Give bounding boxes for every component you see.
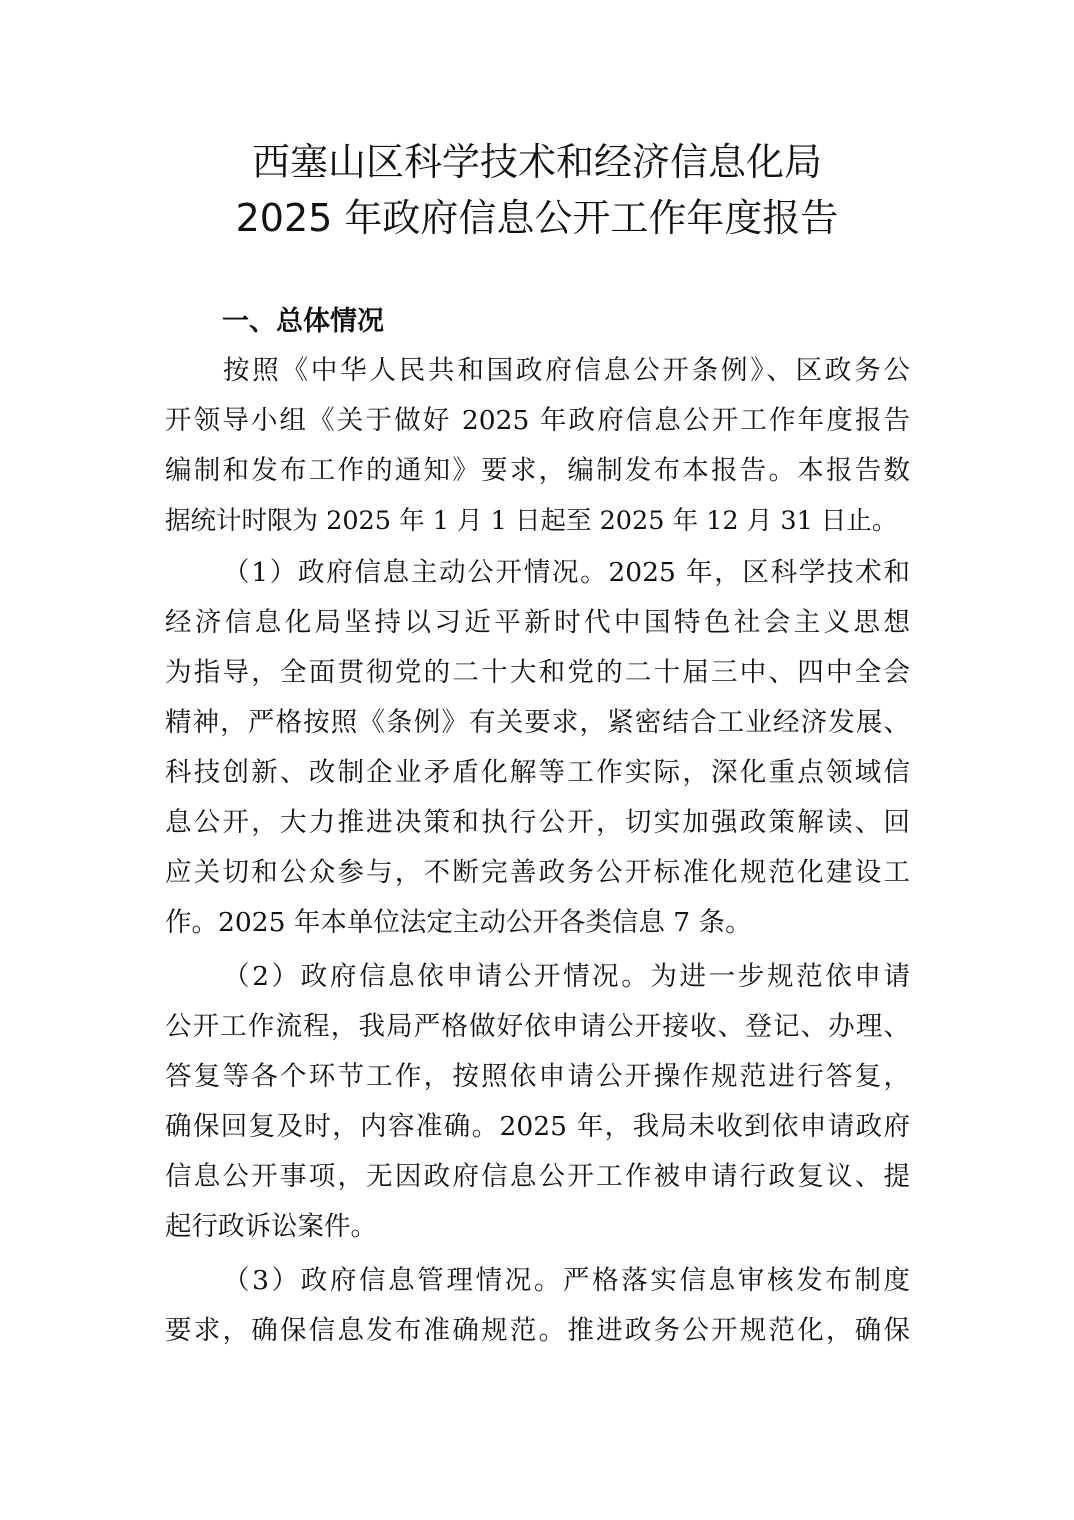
title-line-1: 西塞山区科学技术和经济信息化局 <box>251 140 822 184</box>
text-line: 为指导，全面贯彻党的二十大和党的二十届三中、四中全会 <box>165 657 910 688</box>
text-line: 公开工作流程，我局严格做好依申请公开接收、登记、办理、 <box>165 1011 910 1042</box>
paragraph-overview <box>165 346 910 546</box>
text-line: 精神，严格按照《条例》有关要求，紧密结合工业经济发展、 <box>165 707 910 738</box>
text-line: 答复等各个环节工作，按照依申请公开操作规范进行答复， <box>165 1061 910 1092</box>
text-line: 起行政诉讼案件。 <box>165 1211 377 1242</box>
text-line: 据统计时限为 2025 年 1 月 1 日起至 2025 年 12 月 31 日止。 <box>165 506 898 536</box>
text-line: 确保回复及时，内容准确。2025 年，我局未收到依申请政府 <box>165 1111 910 1142</box>
text-line: 应关切和公众参与，不断完善政务公开标准化规范化建设工 <box>165 857 910 888</box>
paragraph-active-disclosure <box>165 548 910 948</box>
text-line: 开领导小组《关于做好 2025 年政府信息公开工作年度报告 <box>165 405 910 436</box>
text-line: （2）政府信息依申请公开情况。为进一步规范依申请 <box>223 961 910 992</box>
paragraph-info-management <box>165 1256 910 1356</box>
text-line: 科技创新、改制企业矛盾化解等工作实际，深化重点领域信 <box>165 757 910 788</box>
text-line: 作。2025 年本单位法定主动公开各类信息 7 条。 <box>165 907 752 938</box>
text-line: （3）政府信息管理情况。严格落实信息审核发布制度 <box>223 1265 910 1296</box>
text-line: （1）政府信息主动公开情况。2025 年，区科学技术和 <box>223 557 910 588</box>
text-line: 经济信息化局坚持以习近平新时代中国特色社会主义思想 <box>165 607 910 638</box>
section-heading: 一、总体情况 <box>222 306 384 337</box>
document-title <box>0 134 1074 246</box>
title-line-2: 2025 年政府信息公开工作年度报告 <box>235 196 839 240</box>
text-line: 要求，确保信息发布准确规范。推进政务公开规范化，确保 <box>165 1315 910 1346</box>
text-line: 息公开，大力推进决策和执行公开，切实加强政策解读、回 <box>165 807 910 838</box>
text-line: 按照《中华人民共和国政府信息公开条例》、区政务公 <box>223 355 910 386</box>
text-line: 信息公开事项，无因政府信息公开工作被申请行政复议、提 <box>165 1161 910 1192</box>
text-line: 编制和发布工作的通知》要求，编制发布本报告。本报告数 <box>165 455 910 486</box>
paragraph-request-disclosure <box>165 952 910 1252</box>
